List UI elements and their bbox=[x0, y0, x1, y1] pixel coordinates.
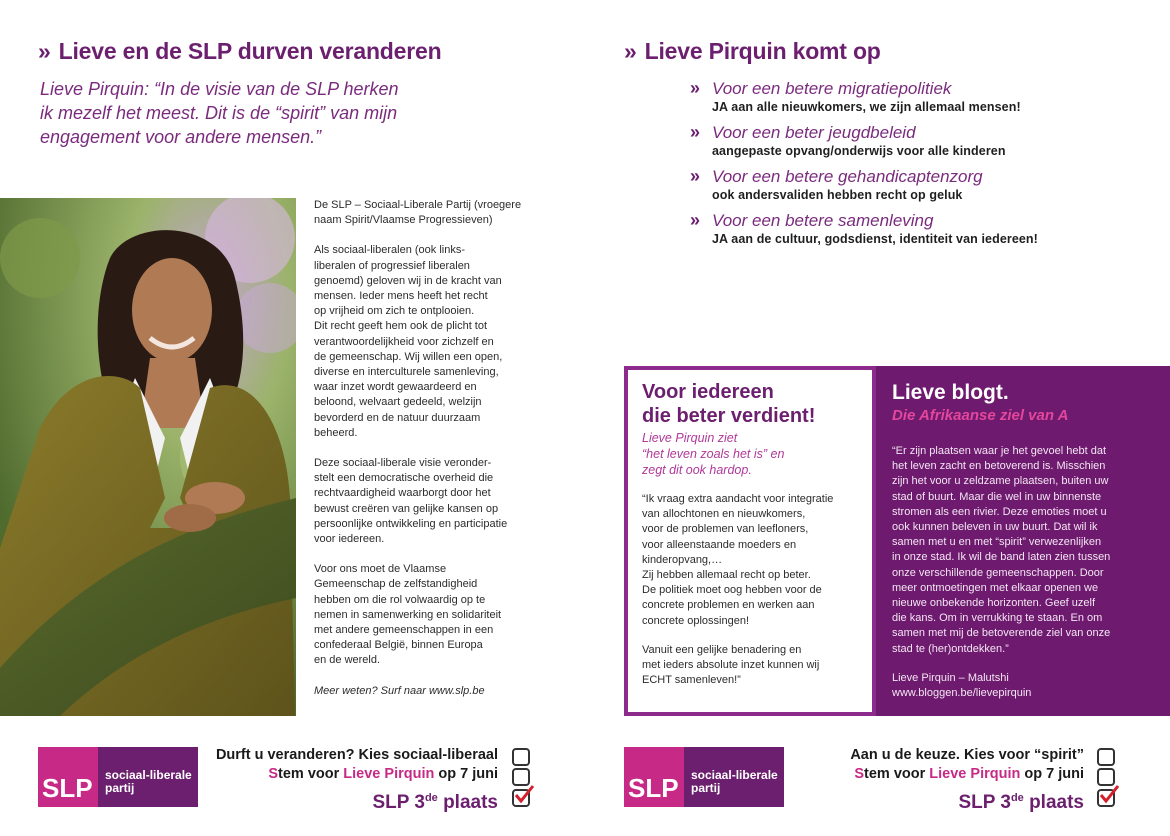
chevron-icon: » bbox=[38, 38, 51, 64]
blog-text: “Er zijn plaatsen waar je het gevoel hebt dat het leven zacht en betoverend is. Misschien zijn het voor u zeldzame plaatsen, buiten uw stad of buurt. Maar die wel in uw binnenste stromen als een rivier. Deze emoties moet u ook kunnen beleven in uw buurt. Dat wil ik samen met u en met “spirit” verwezenlijken in onze stad. Ik wil de band laten zien tussen onze verschillende gemeenschappen. Door meer ontmoetingen met elkaar openen we nieuwe onbekende horizonten. Geef uzelf die kans. Om in verrukking te staan. En om samen met mij de betoverende ziel van onze stad te (her)ontdekken.” Lieve Pirquin – Malutshi www.bloggen.be/lievepirquin bbox=[892, 445, 1111, 700]
right-heading: » Lieve Pirquin komt op bbox=[624, 38, 881, 64]
chevron-icon: » bbox=[690, 122, 701, 142]
chevron-icon: » bbox=[690, 166, 701, 186]
chevron-icon: » bbox=[690, 78, 701, 98]
slp-logo-icon bbox=[624, 747, 684, 807]
checkbox-empty[interactable] bbox=[1097, 748, 1115, 766]
slp-logo-mark bbox=[38, 747, 98, 807]
list-item: » Voor een betere samenleving JA aan de cultuur, godsdienst, identiteit van iedereen! bbox=[690, 210, 1038, 246]
box-subtitle: Lieve Pirquin ziet “het leven zoals het is” en zegt dit ook hardop. bbox=[642, 431, 785, 477]
blog-subtitle: Die Afrikaanse ziel van A bbox=[892, 407, 1069, 424]
checkbox-empty[interactable] bbox=[1097, 768, 1115, 786]
paragraph-community: Voor ons moet de Vlaamse Gemeenschap de zelfstandigheid hebben om die rol volwaardig op te nemen in samenwerking en solidariteit met andere gemeenschappen in een confederaal België, binnen Europa en de wereld. bbox=[314, 563, 502, 667]
better-deserves-box bbox=[624, 366, 876, 716]
svg-text:SLP: SLP bbox=[42, 773, 93, 803]
footer-left-slogan: Durft u veranderen? Kies sociaal-liberaal Stem voor Lieve Pirquin op 7 juni SLP 3de plaats bbox=[215, 747, 498, 813]
checkbox-empty[interactable] bbox=[512, 748, 530, 766]
slp-logo bbox=[38, 747, 198, 807]
blog-title: Lieve blogt. bbox=[892, 381, 1009, 404]
checkbox-empty[interactable] bbox=[512, 768, 530, 786]
more-info-link[interactable]: Meer weten? Surf naar www.slp.be bbox=[314, 684, 485, 697]
blog-box bbox=[876, 366, 1170, 716]
slp-logo-mark bbox=[624, 747, 684, 807]
slp-logo bbox=[624, 747, 784, 807]
intro-quote: Lieve Pirquin: “In de visie van de SLP herken ik mezelf het meest. Dit is de “spirit” van mijn engagement voor andere mensen.” bbox=[40, 79, 399, 147]
candidate-photo-illustration bbox=[0, 198, 296, 716]
list-item: » Voor een betere migratiepolitiek JA aan alle nieuwkomers, we zijn allemaal mensen! bbox=[690, 78, 1021, 114]
checkbox-checked[interactable] bbox=[1097, 789, 1115, 807]
slp-logo-name: sociaal-liberale partij bbox=[98, 747, 198, 807]
box-title: Voor iedereen die beter verdient! bbox=[642, 381, 816, 427]
checkmark-icon bbox=[513, 785, 535, 807]
checkmark-icon bbox=[1098, 785, 1120, 807]
left-heading: » Lieve en de SLP durven veranderen bbox=[38, 38, 442, 64]
chevron-icon: » bbox=[690, 210, 701, 230]
svg-text:SLP: SLP bbox=[628, 773, 679, 803]
party-description bbox=[314, 198, 544, 714]
candidate-photo bbox=[0, 198, 296, 716]
footer-right-slogan: Aan u de keuze. Kies voor “spirit” Stem voor Lieve Pirquin op 7 juni SLP 3de plaats bbox=[850, 747, 1084, 813]
chevron-icon: » bbox=[624, 38, 637, 64]
paragraph-vision: Als sociaal-liberalen (ook links- liberalen of progressief liberalen genoemd) geloven wij in de kracht van mensen. Ieder mens heeft het recht op vrijheid om zich te ontplooien. Dit recht geeft hem ook de plicht tot verantwoordelijkheid voor zichzelf en de gemeenschap. Wij willen een open, diverse en interculturele samenleving, waar inzet wordt gewaardeerd en beloond, welvaart gedeeld, welzijn bevorderd en de natuur duurzaam beheerd. bbox=[314, 244, 503, 439]
slp-logo-name: sociaal-liberale partij bbox=[684, 747, 784, 807]
blog-link[interactable]: www.bloggen.be/lievepirquin bbox=[892, 687, 1032, 700]
checkbox-checked[interactable] bbox=[512, 789, 530, 807]
priorities-list bbox=[690, 78, 1160, 254]
slp-logo-icon bbox=[38, 747, 98, 807]
paragraph-democracy: Deze sociaal-liberale visie veronder- stelt een democratische overheid die rechtvaardigheid waarborgt door het bewust creëren van gelijke kansen op persoonlijke ontwikkeling en participatie voor iedereen. bbox=[314, 457, 508, 546]
box-text: “Ik vraag extra aandacht voor integratie van allochtonen en nieuwkomers, voor de problemen van leefloners, voor alleenstaande moeders en kinderopvang,… Zij hebben allemaal recht op beter. De politiek moet oog hebben voor de concrete problemen en werken aan concrete oplossingen! Vanuit een gelijke benadering en met ieders absolute inzet kunnen wij ECHT samenleven!” bbox=[642, 493, 834, 687]
paragraph-intro: De SLP – Sociaal-Liberale Partij (vroegere naam Spirit/Vlaamse Progressieven) bbox=[314, 199, 522, 227]
list-item: » Voor een betere gehandicaptenzorg ook andersvaliden hebben recht op geluk bbox=[690, 166, 983, 202]
list-item: » Voor een beter jeugdbeleid aangepaste opvang/onderwijs voor alle kinderen bbox=[690, 122, 1006, 158]
